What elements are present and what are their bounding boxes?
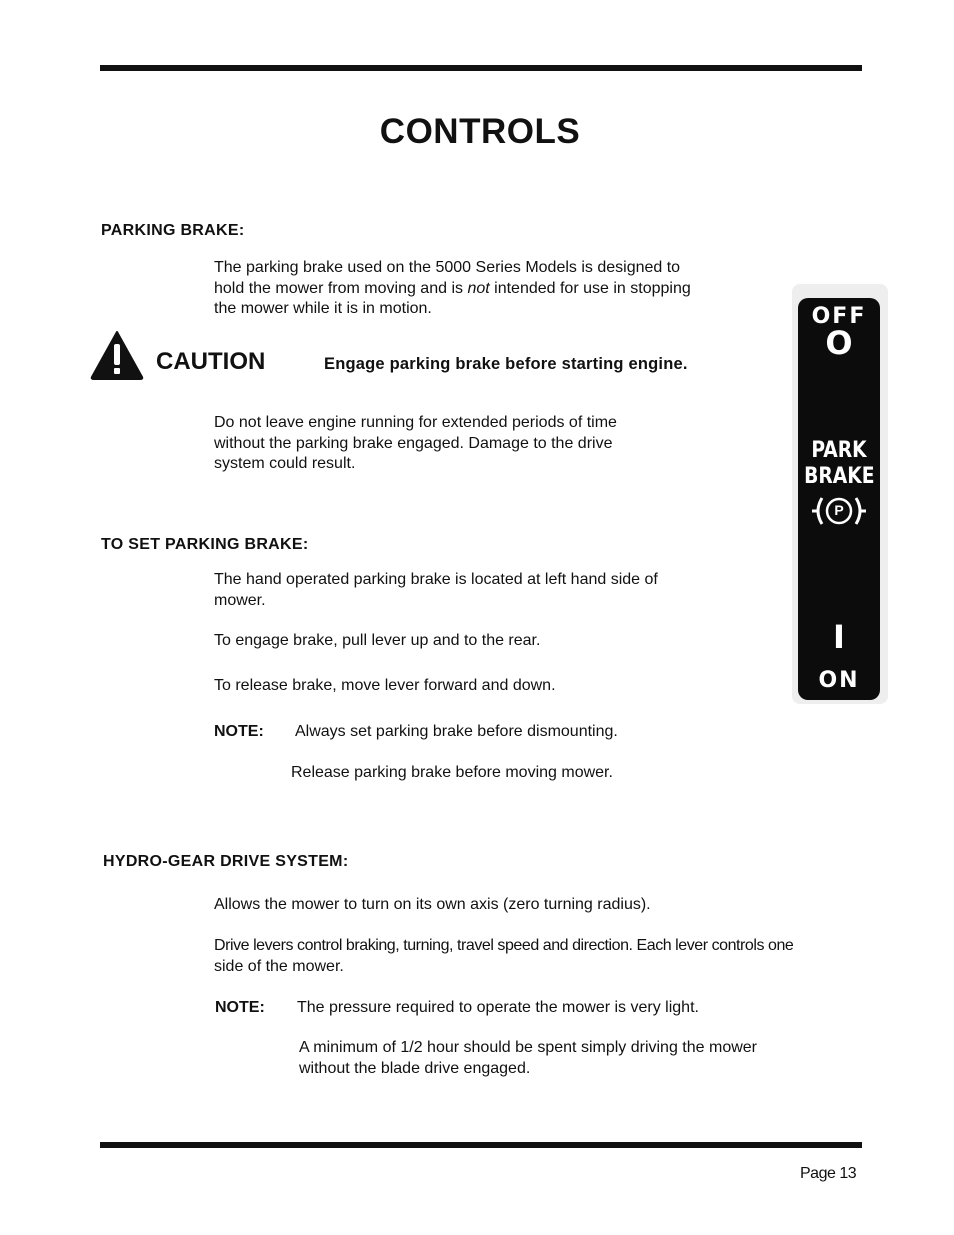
paragraph-line: without the blade drive engaged. [299, 1059, 531, 1077]
decal-on-label: ON [818, 668, 860, 693]
paragraph-line: Drive levers control braking, turning, travel speed and direction. Each lever controls one [214, 937, 794, 954]
set-brake-heading: TO SET PARKING BRAKE: [101, 536, 309, 553]
bottom-rule [100, 1142, 862, 1148]
set-brake-paragraph-2: To engage brake, pull lever up and to the rear. [214, 632, 541, 649]
note-text: Release parking brake before moving mower. [291, 764, 613, 781]
page-title: CONTROLS [379, 112, 581, 151]
decal-on-symbol: I [833, 618, 845, 656]
decal-park-label: PARK [811, 438, 867, 463]
set-brake-paragraph-1 [214, 570, 734, 611]
caution-message: Engage parking brake before starting engine. [324, 355, 688, 373]
top-rule [100, 65, 862, 71]
page-number: Page 13 [800, 1165, 857, 1182]
decal-off-symbol: O [825, 324, 853, 362]
paragraph-line: A minimum of 1/2 hour should be spent simply driving the mower [299, 1039, 757, 1056]
note-text: The pressure required to operate the mower is very light. [297, 999, 699, 1016]
paragraph-line: The hand operated parking brake is located at left hand side of [214, 571, 658, 588]
decal-brake-label: BRAKE [804, 464, 875, 489]
caution-label: CAUTION [156, 348, 266, 375]
park-brake-icon [810, 494, 868, 528]
paragraph-line: The parking brake used on the 5000 Series Models is designed to [214, 259, 681, 276]
paragraph-line: without the parking brake engaged. Damage to the drive [214, 434, 613, 452]
note-text [299, 1038, 819, 1079]
parking-brake-paragraph [214, 258, 754, 320]
decal-panel [798, 298, 880, 700]
note-text: Always set parking brake before dismounting. [295, 723, 618, 740]
paragraph-line: mower. [214, 591, 266, 609]
paragraph-line: system could result. [214, 455, 356, 472]
paragraph-line: side of the mower. [214, 957, 344, 975]
emphasis-not: not [467, 279, 490, 297]
set-brake-paragraph-3: To release brake, move lever forward and down. [214, 677, 556, 694]
decal-off-label: OFF [811, 304, 867, 329]
paragraph-line: the mower while it is in motion. [214, 300, 432, 317]
park-brake-icon-letter: P [834, 502, 844, 518]
note-label: NOTE: [215, 999, 265, 1016]
note-label: NOTE: [214, 723, 264, 740]
engine-warning-paragraph [214, 413, 694, 475]
hydro-paragraph-1: Allows the mower to turn on its own axis (zero turning radius). [214, 896, 651, 913]
hydro-paragraph-2 [214, 936, 874, 977]
paragraph-line: hold the mower from moving and is not intended for use in stopping [214, 279, 691, 297]
hydro-gear-heading: HYDRO-GEAR DRIVE SYSTEM: [103, 853, 349, 870]
park-brake-decal [792, 284, 888, 704]
paragraph-line: Do not leave engine running for extended periods of time [214, 414, 617, 431]
warning-triangle-icon [90, 330, 144, 380]
parking-brake-heading: PARKING BRAKE: [101, 222, 245, 239]
